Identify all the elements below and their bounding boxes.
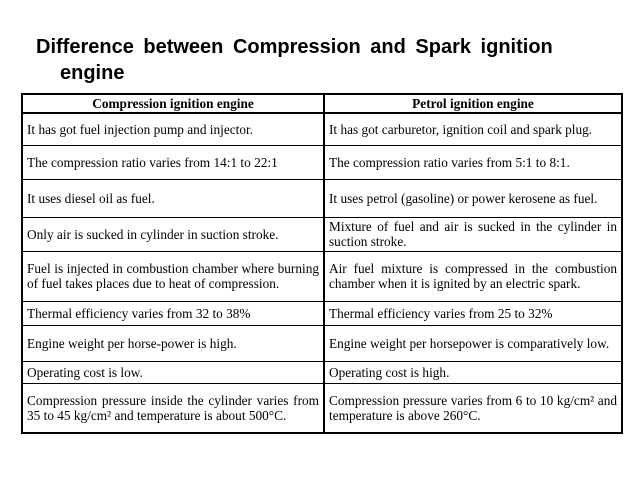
cell-si-operating-cost: Operating cost is high. (324, 361, 622, 383)
header-compression-ignition: Compression ignition engine (22, 94, 324, 113)
cell-si-suction: Mixture of fuel and air is sucked in the cylinder in suction stroke. (324, 217, 622, 251)
cell-si-thermal-efficiency: Thermal efficiency varies from 25 to 32% (324, 301, 622, 325)
table-row (22, 113, 622, 145)
cell-ci-injection: It has got fuel injection pump and injector. (22, 113, 324, 145)
table-header-row (22, 94, 622, 113)
cell-ci-combustion: Fuel is injected in combustion chamber where burning of fuel takes places due to heat of compression. (22, 251, 324, 301)
table-row (22, 145, 622, 179)
table-row (22, 251, 622, 301)
cell-si-fuel: It uses petrol (gasoline) or power kerosene as fuel. (324, 179, 622, 217)
header-petrol-ignition: Petrol ignition engine (324, 94, 622, 113)
cell-ci-operating-cost: Operating cost is low. (22, 361, 324, 383)
cell-si-engine-weight: Engine weight per horsepower is comparatively low. (324, 325, 622, 361)
cell-ci-compression-ratio: The compression ratio varies from 14:1 to 22:1 (22, 145, 324, 179)
cell-si-carburetor: It has got carburetor, ignition coil and spark plug. (324, 113, 622, 145)
table-row (22, 179, 622, 217)
title-line-1: Difference between Compression and Spark ignition (36, 36, 553, 58)
slide-title (36, 34, 616, 86)
cell-si-compression-ratio: The compression ratio varies from 5:1 to 8:1. (324, 145, 622, 179)
table-row (22, 325, 622, 361)
comparison-table (21, 93, 623, 434)
cell-si-combustion: Air fuel mixture is compressed in the combustion chamber when it is ignited by an electric spark. (324, 251, 622, 301)
cell-ci-fuel: It uses diesel oil as fuel. (22, 179, 324, 217)
title-line-2: engine (60, 62, 125, 84)
table-row (22, 361, 622, 383)
table-row (22, 383, 622, 433)
cell-si-compression-pressure: Compression pressure varies from 6 to 10 kg/cm² and temperature is above 260°C. (324, 383, 622, 433)
table-row (22, 301, 622, 325)
cell-ci-suction: Only air is sucked in cylinder in suction stroke. (22, 217, 324, 251)
cell-ci-thermal-efficiency: Thermal efficiency varies from 32 to 38% (22, 301, 324, 325)
cell-ci-engine-weight: Engine weight per horse-power is high. (22, 325, 324, 361)
table-row (22, 217, 622, 251)
cell-ci-compression-pressure: Compression pressure inside the cylinder varies from 35 to 45 kg/cm² and temperature is about 500°C. (22, 383, 324, 433)
